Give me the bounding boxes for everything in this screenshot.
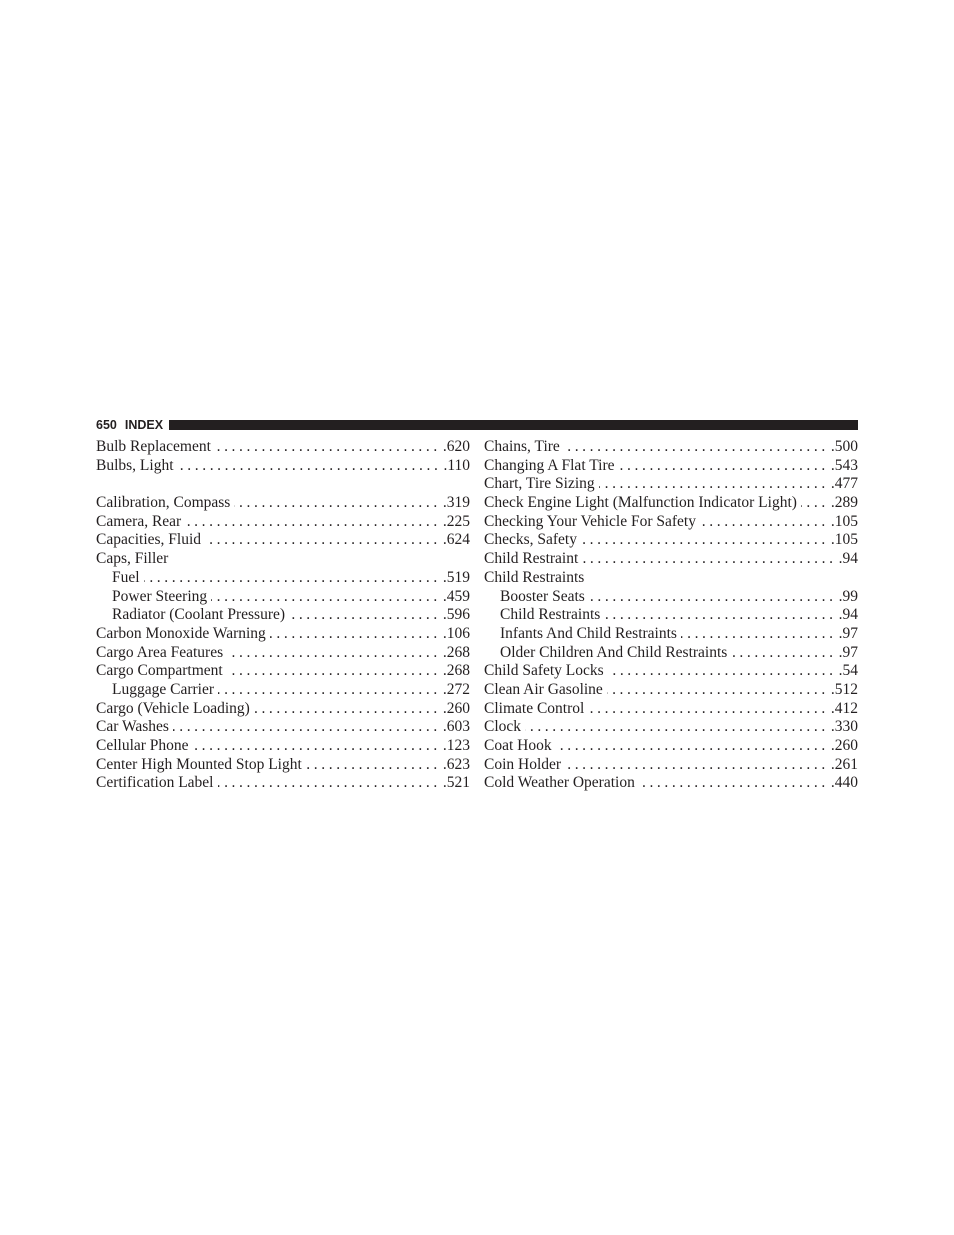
index-entry xyxy=(484,550,858,569)
page-header xyxy=(96,417,858,433)
index-entry xyxy=(96,438,470,457)
index-entry xyxy=(96,457,470,476)
index-subentry xyxy=(96,606,470,625)
index-term: Child Safety Locks xyxy=(484,662,604,680)
index-column-right xyxy=(484,438,858,793)
page-reference: .289 xyxy=(830,494,858,512)
index-term: Camera, Rear xyxy=(96,512,182,530)
index-term: Calibration, Compass xyxy=(96,494,231,512)
index-column-left xyxy=(96,438,470,793)
index-term: Infants And Child Restraints xyxy=(500,624,677,642)
page-reference: .268 xyxy=(442,662,470,680)
dot-leader xyxy=(215,438,441,457)
dot-leader xyxy=(607,681,829,700)
page-reference: .105 xyxy=(830,512,858,530)
index-entry xyxy=(484,513,858,532)
index-entry xyxy=(484,475,858,494)
dot-leader xyxy=(525,718,829,737)
dot-leader xyxy=(218,681,441,700)
page-reference: .123 xyxy=(442,737,470,754)
page-reference: .106 xyxy=(442,624,470,642)
index-entry xyxy=(96,662,470,681)
page-reference: .440 xyxy=(830,774,858,792)
page-reference: .412 xyxy=(830,699,858,717)
index-entry xyxy=(484,700,858,719)
page-reference: .603 xyxy=(442,718,470,736)
dot-leader xyxy=(731,644,836,663)
index-subentry xyxy=(96,569,470,588)
page-reference: .94 xyxy=(838,606,858,624)
dot-leader xyxy=(556,737,829,756)
index-term: Cellular Phone xyxy=(96,737,189,754)
page-reference: .99 xyxy=(838,587,858,605)
index-term: Coin Holder xyxy=(484,755,562,773)
page-reference: .272 xyxy=(442,680,470,698)
dot-leader xyxy=(211,588,441,607)
index-term: Cargo Compartment xyxy=(96,662,223,680)
dot-leader xyxy=(565,756,829,775)
section-title: INDEX xyxy=(124,418,164,432)
dot-leader xyxy=(588,700,829,719)
index-heading xyxy=(484,569,858,588)
index-term: Fuel xyxy=(112,568,140,586)
page-reference: .319 xyxy=(442,494,470,512)
index-term: Capacities, Fluid xyxy=(96,531,202,549)
dot-leader xyxy=(604,606,836,625)
page-number: 650 xyxy=(96,418,117,432)
index-term: Clock xyxy=(484,718,522,736)
dot-leader xyxy=(205,531,441,550)
page-reference: .225 xyxy=(442,512,470,530)
index-term: Checking Your Vehicle For Safety xyxy=(484,512,696,530)
dot-leader xyxy=(589,588,837,607)
header-rule xyxy=(169,420,858,430)
dot-leader xyxy=(700,513,829,532)
index-entry xyxy=(484,756,858,775)
index-term: Check Engine Light (Malfunction Indicator Light) xyxy=(484,494,797,512)
dot-leader xyxy=(801,494,829,513)
dot-leader xyxy=(581,531,829,550)
dot-leader xyxy=(599,475,829,494)
index-term: Changing A Flat Tire xyxy=(484,456,615,474)
index-entry xyxy=(484,774,858,793)
dot-leader xyxy=(218,774,441,793)
page-reference: .459 xyxy=(442,587,470,605)
page-reference: .110 xyxy=(443,456,470,474)
index-entry xyxy=(484,438,858,457)
dot-leader xyxy=(270,625,441,644)
index-subentry xyxy=(96,588,470,607)
page-reference: .54 xyxy=(838,662,858,680)
index-entry xyxy=(484,662,858,681)
page-reference: .620 xyxy=(442,438,470,455)
page-reference: .260 xyxy=(442,699,470,717)
dot-leader xyxy=(564,438,829,457)
index-entry xyxy=(96,513,470,532)
page-reference: .97 xyxy=(838,624,858,642)
index-term: Cargo (Vehicle Loading) xyxy=(96,699,250,717)
index-entry xyxy=(484,681,858,700)
dot-leader xyxy=(254,700,441,719)
index-subentry xyxy=(96,681,470,700)
index-entry xyxy=(484,494,858,513)
index-term: Carbon Monoxide Warning xyxy=(96,624,266,642)
index-term: Cargo Area Features xyxy=(96,643,224,661)
dot-leader xyxy=(681,625,837,644)
page-reference: .477 xyxy=(830,475,858,493)
dot-leader xyxy=(185,513,441,532)
index-term: Caps, Filler xyxy=(96,550,169,568)
page-reference: .521 xyxy=(442,774,470,792)
index-term: Child Restraints xyxy=(484,568,585,586)
index-term: Bulbs, Light xyxy=(96,456,174,474)
index-subentry xyxy=(484,606,858,625)
page-reference: .519 xyxy=(442,568,470,586)
dot-leader xyxy=(306,756,441,775)
page-reference: .512 xyxy=(830,680,858,698)
dot-leader xyxy=(234,494,441,513)
page-reference: .543 xyxy=(830,456,858,474)
dot-leader xyxy=(227,644,441,663)
index-heading xyxy=(96,550,470,569)
index-term: Chart, Tire Sizing xyxy=(484,475,595,493)
index-entry xyxy=(96,625,470,644)
index-subentry xyxy=(484,644,858,663)
index-subentry xyxy=(484,588,858,607)
index-entry xyxy=(96,718,470,737)
index-term: Climate Control xyxy=(484,699,585,717)
dot-leader xyxy=(582,550,836,569)
page-reference: .105 xyxy=(830,531,858,549)
index-subentry xyxy=(484,625,858,644)
page-reference: .623 xyxy=(442,755,470,773)
index-term: Checks, Safety xyxy=(484,531,577,549)
index-term: Bulb Replacement xyxy=(96,438,211,455)
index-term: Child Restraints xyxy=(500,606,601,624)
dot-leader xyxy=(619,457,829,476)
page-reference: .624 xyxy=(442,531,470,549)
index-term: Cold Weather Operation xyxy=(484,774,635,792)
index-entry xyxy=(96,644,470,663)
index-entry xyxy=(96,756,470,775)
page-reference: .500 xyxy=(830,438,858,455)
index-entry xyxy=(96,774,470,793)
index-term: Booster Seats xyxy=(500,587,585,605)
dot-leader xyxy=(173,718,441,737)
index-term: Car Washes xyxy=(96,718,169,736)
index-term: Radiator (Coolant Pressure) xyxy=(112,606,286,624)
index-term: Clean Air Gasoline xyxy=(484,680,603,698)
page-reference: .596 xyxy=(442,606,470,624)
index-entry xyxy=(96,700,470,719)
page-reference: .260 xyxy=(830,737,858,754)
index-term: Older Children And Child Restraints xyxy=(500,643,728,661)
index-term: Center High Mounted Stop Light xyxy=(96,755,302,773)
index-entry xyxy=(484,718,858,737)
dot-leader xyxy=(639,774,829,793)
page-reference: .268 xyxy=(442,643,470,661)
page-reference: .261 xyxy=(830,755,858,773)
index-entry xyxy=(96,494,470,513)
page-reference: .330 xyxy=(830,718,858,736)
index-entry xyxy=(96,531,470,550)
index-term: Chains, Tire xyxy=(484,438,560,455)
index-entry xyxy=(484,531,858,550)
index-entry xyxy=(484,457,858,476)
index-term: Child Restraint xyxy=(484,550,579,568)
dot-leader xyxy=(193,737,441,756)
dot-leader xyxy=(227,662,441,681)
dot-leader xyxy=(289,606,441,625)
dot-leader xyxy=(608,662,837,681)
dot-leader xyxy=(178,457,442,476)
index-entry xyxy=(96,737,470,756)
page-reference: .97 xyxy=(838,643,858,661)
index-term: Power Steering xyxy=(112,587,208,605)
dot-leader xyxy=(144,569,441,588)
index-entry xyxy=(484,737,858,756)
index-term: Luggage Carrier xyxy=(112,680,214,698)
index-term: Coat Hook xyxy=(484,737,552,754)
page-reference: .94 xyxy=(838,550,858,568)
index-term: Certification Label xyxy=(96,774,214,792)
